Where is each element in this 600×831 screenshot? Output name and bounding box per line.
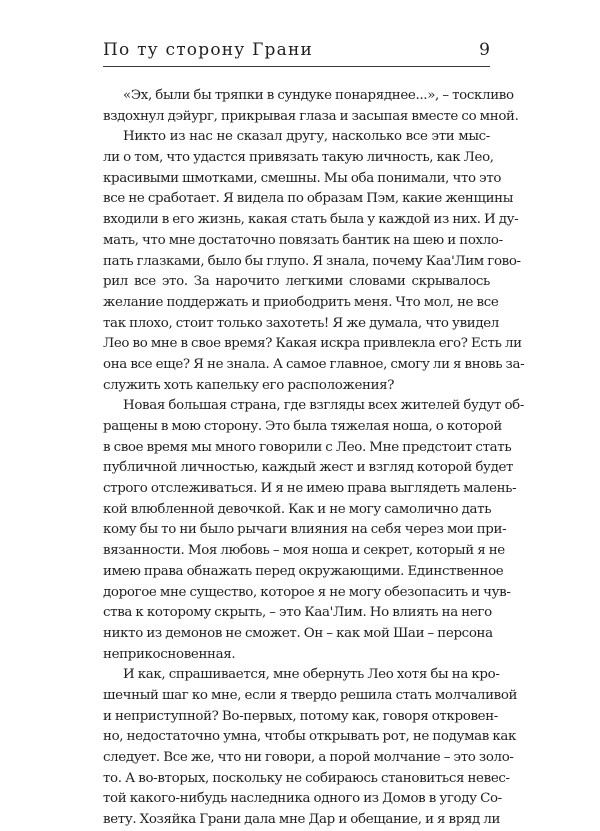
text-line: вязанности. Моя любовь – моя ноша и секрет, который я не [103,543,505,559]
page-number: 9 [479,40,490,60]
text-line: кому бы то ни было рычаги влияния на себя через мои при- [103,522,507,538]
text-line: все не сработает. Я видела по образам Пэм, какие женщины [103,191,514,207]
text-line: «Эх, были бы тряпки в сундуке понаряднее...», – тоскливо [123,88,514,103]
text-line: желание поддержать и приободрить меня. Что мол, не все [103,294,499,310]
text-line: она все еще? Я не знала. А самое главное, смогу ли я вновь за- [103,356,525,372]
text-line: неприкосновенная. [103,646,236,662]
text-line: красивыми шмотками, смешны. Мы оба понимали, что это [103,170,502,186]
text-line: вету. Хозяйка Грани дала мне Дар и обещание, и я вряд ли [103,812,501,828]
text-line: следует. Все же, что ни говори, а порой молчание – это золо- [103,750,514,765]
header-rule [103,66,490,67]
text-line: дорогое мне существо, которое я не могу обезопасить и чув- [103,584,511,600]
text-line: в свое время мы много говорили с Лео. Мне предстоит стать [103,439,512,455]
text-line: никто из демонов не сможет. Он – как мой Шаи – персона [103,625,493,641]
text-line: рил все это. За нарочито легкими словами скрывалось [103,274,490,290]
text-line: так плохо, стоит только захотеть! Я же думала, что увидел [103,315,499,331]
text-line: Новая большая страна, где взгляды всех жителей будут об- [123,398,525,414]
text-line: Никто из нас не сказал другу, насколько все эти мыс- [123,129,490,145]
text-line: служить хоть капельку его расположения? [103,377,395,393]
text-line: мать, что мне достаточно повязать бантик на шею и похло- [103,232,503,248]
text-line: Лео во мне в свое время? Какая искра привлекла его? Есть ли [103,336,522,352]
text-line: вздохнул дэйург, прикрывая глаза и засыпая вместе со мной. [103,108,519,124]
text-line: той какого-нибудь наследника одного из Домов в угоду Со- [103,791,502,807]
text-line: то. А во-вторых, поскольку не собираюсь становиться невес- [103,770,510,786]
text-line: кой влюбленной девочкой. Как и не могу самолично дать [103,501,492,517]
text-line: ства к которому скрыть, – это Каа'Лим. Но влиять на него [103,605,492,621]
body-text [103,86,525,831]
text-line: строго отслеживаться. И я не имею права выглядеть малень- [103,481,517,497]
text-line: входили в его жизнь, какая стать была у каждой из них. И ду- [103,212,519,228]
running-title: По ту сторону Грани [103,40,314,60]
text-line: но, недостаточно умна, чтобы открывать рот, не подумав как [103,729,517,745]
text-line: ращены в мою сторону. Это была тяжелая ноша, о которой [103,419,502,434]
text-line: шечный шаг ко мне, если я твердо решила стать молчаливой [103,687,518,703]
text-line: публичной личностью, каждый жест и взгляд которой будет [103,460,514,476]
text-line: ли о том, что удастся привязать такую личность, как Лео, [103,150,494,166]
text-line: пать глазками, было бы глупо. Я знала, почему Каа'Лим гово- [103,253,521,269]
running-head [103,36,490,64]
text-line: имею права обнажать перед окружающими. Единственное [103,563,504,579]
text-line: И как, спрашивается, мне обернуть Лео хотя бы на кро- [123,667,500,683]
text-line: и неприступной? Во-первых, потому как, говоря откровен- [103,708,498,724]
